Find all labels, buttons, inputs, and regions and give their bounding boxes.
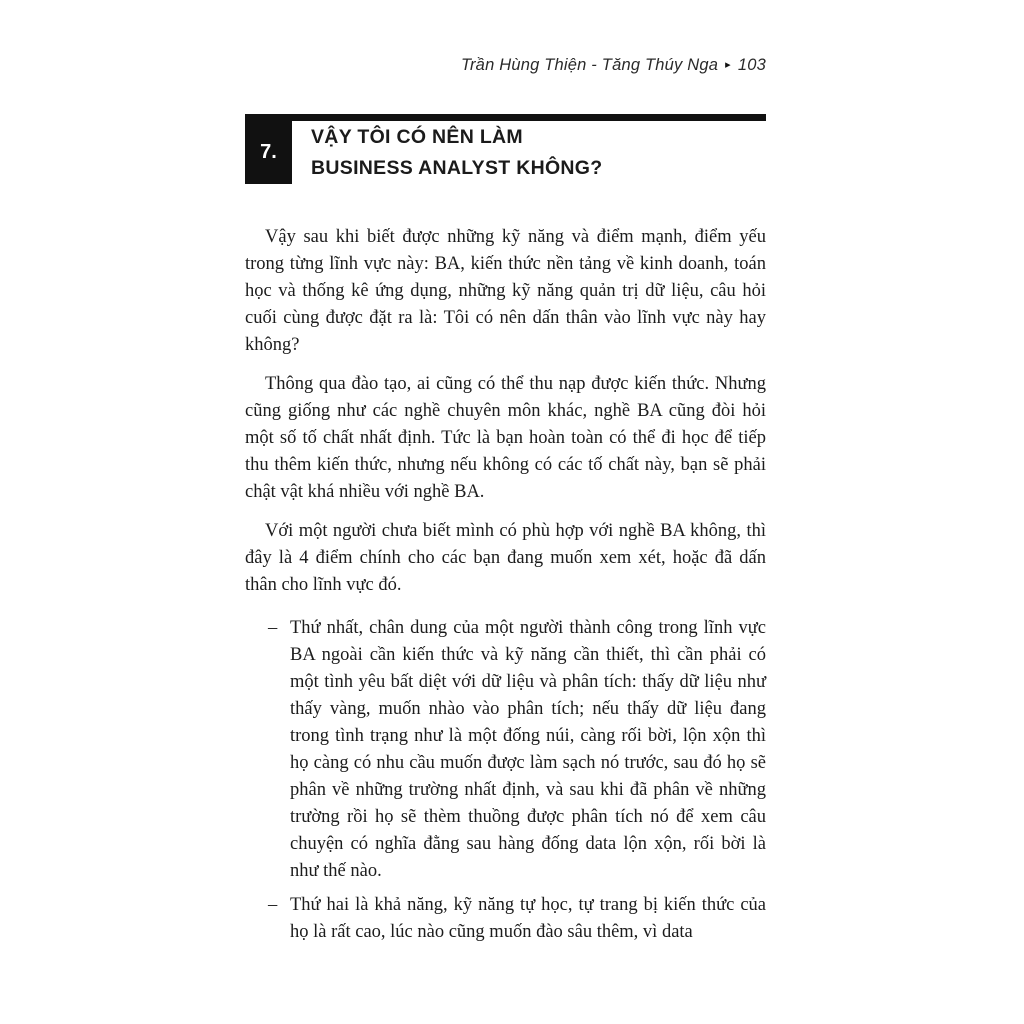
page-number: 103: [737, 56, 766, 74]
section-title-line2: BUSINESS ANALYST KHÔNG?: [311, 156, 603, 179]
running-title: Trần Hùng Thiện - Tăng Thúy Nga: [460, 56, 719, 74]
section-number: 7.: [260, 141, 277, 163]
section-title-line1: VẬY TÔI CÓ NÊN LÀM: [311, 125, 523, 148]
section-heading: [245, 114, 766, 184]
section-title: [292, 121, 603, 184]
section-number-box: [245, 121, 292, 184]
bullet-list: [245, 615, 766, 946]
dash-bullet-icon: –: [268, 895, 278, 915]
running-header: [245, 56, 766, 75]
bullet-text-2: Thứ hai là khả năng, kỹ năng tự học, tự trang bị kiến thức của họ là rất cao, lúc nào cũng muốn đào sâu thêm, vì data: [290, 895, 766, 942]
paragraph-1: Vậy sau khi biết được những kỹ năng và điểm mạnh, điểm yếu trong từng lĩnh vực này: BA, kiến thức nền tảng về kinh doanh, toán học và thống kê ứng dụng, những kỹ năng quản trị dữ liệu, câu hỏi cuối cùng được đặt ra là: Tôi có nên dấn thân vào lĩnh vực này hay không?: [245, 227, 766, 355]
list-item: [245, 615, 766, 885]
bullet-text-1: Thứ nhất, chân dung của một người thành công trong lĩnh vực BA ngoài cần kiến thức và kỹ năng cần thiết, thì cần phải có một tình yêu bất diệt với dữ liệu và phân tích: thấy dữ liệu như thấy vàng, muốn nhào vào phân tích; nếu thấy dữ liệu đang trong tình trạng như là một đống núi, càng rối bời, lộn xộn thì họ càng có nhu cầu muốn được làm sạch nó trước, sau đó họ sẽ phân về những trường nhất định, và sau khi đã phân về những trường rồi họ sẽ thèm thuồng được phân tích nó để xem câu chuyện có nghĩa đằng sau hàng đống data lộn xộn, rối bời là như thế nào.: [290, 618, 766, 881]
list-item: [245, 892, 766, 946]
paragraph-3: Với một người chưa biết mình có phù hợp với nghề BA không, thì đây là 4 điểm chính cho các bạn đang muốn xem xét, hoặc đã dấn thân cho lĩnh vực đó.: [245, 521, 766, 595]
paragraph-2: Thông qua đào tạo, ai cũng có thể thu nạp được kiến thức. Nhưng cũng giống như các nghề chuyên môn khác, nghề BA cũng đòi hỏi một số tố chất nhất định. Tức là bạn hoàn toàn có thể đi học để tiếp thu thêm kiến thức, nhưng nếu không có các tố chất này, bạn sẽ phải chật vật khá nhiều với nghề BA.: [245, 374, 766, 502]
body-text: [245, 224, 766, 953]
dash-bullet-icon: –: [268, 618, 278, 638]
triangle-separator-icon: ▸: [725, 59, 731, 71]
